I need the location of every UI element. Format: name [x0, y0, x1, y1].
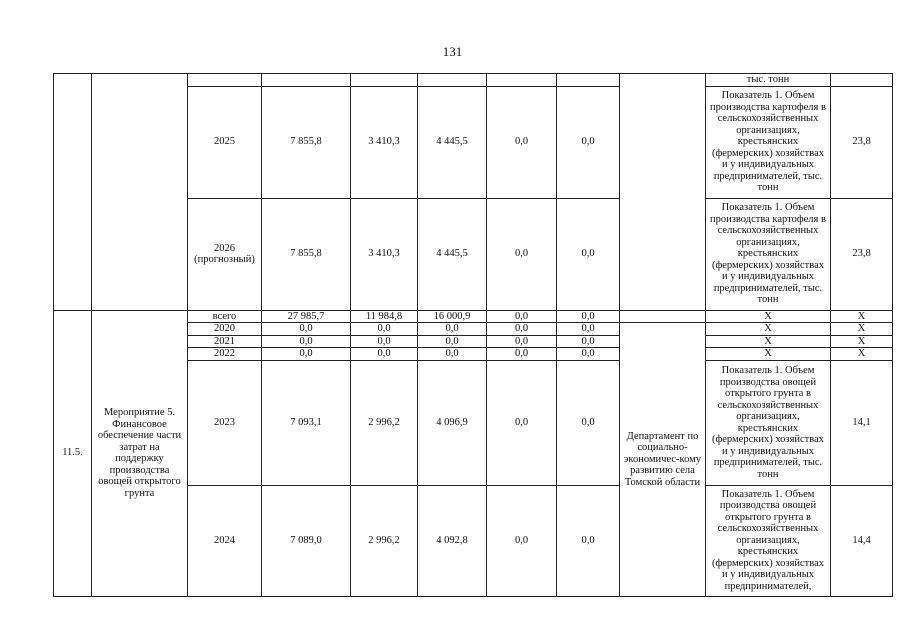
- page-number: 131: [442, 44, 463, 59]
- indicator-cell: Показатель 1. Объем производства овощей открытого грунта в сельскохозяйственных организациях, крестьянских (фермерских) хозяйствах и у индивидуальных предпринимателей, тыс. тонн: [706, 360, 831, 485]
- federal-cell: 0,0: [351, 335, 418, 348]
- executor-cell: Департамент по социально-экономичес-кому развитию села Томской области: [620, 323, 706, 597]
- local-cell: 0,0: [487, 335, 557, 348]
- regional-cell: 4 096,9: [418, 360, 487, 485]
- indicator-cell: Показатель 1. Объем производства овощей открытого грунта в сельскохозяйственных организациях, крестьянских (фермерских) хозяйствах и у индивидуальных предпринимателей,: [706, 485, 831, 596]
- local-cell: 0,0: [487, 198, 557, 310]
- total-cell: 7 855,8: [262, 198, 351, 310]
- x-mark: Х: [831, 310, 893, 323]
- value-cell: 23,8: [831, 86, 893, 198]
- x-mark: Х: [831, 323, 893, 336]
- local-cell: 0,0: [487, 323, 557, 336]
- total-cell: 7 093,1: [262, 360, 351, 485]
- table-row: [54, 310, 893, 323]
- table-row: [54, 74, 893, 87]
- x-mark: Х: [706, 310, 831, 323]
- federal-cell: 2 996,2: [351, 360, 418, 485]
- other-cell: 0,0: [557, 360, 620, 485]
- indicator-cell: тыс. тонн: [706, 74, 831, 87]
- year-cell: 2025: [188, 86, 262, 198]
- local-cell: 0,0: [487, 348, 557, 361]
- regional-cell: 0,0: [418, 348, 487, 361]
- other-cell: 0,0: [557, 86, 620, 198]
- x-mark: Х: [831, 335, 893, 348]
- activity-number: 11.5.: [54, 310, 92, 596]
- total-cell: 0,0: [262, 335, 351, 348]
- local-cell: 0,0: [487, 485, 557, 596]
- empty-number-cell: [54, 74, 92, 311]
- year-cell: всего: [188, 310, 262, 323]
- indicator-cell: Показатель 1. Объем производства картофеля в сельскохозяйственных организациях, крестьянских (фермерских) хозяйствах и у индивидуальных предпринимателей, тыс. тонн: [706, 198, 831, 310]
- regional-cell: 4 445,5: [418, 198, 487, 310]
- year-cell: 2026 (прогнозный): [188, 198, 262, 310]
- other-cell: 0,0: [557, 310, 620, 323]
- other-cell: 0,0: [557, 348, 620, 361]
- local-cell: 0,0: [487, 86, 557, 198]
- total-cell: 7 855,8: [262, 86, 351, 198]
- year-cell: 2021: [188, 335, 262, 348]
- federal-cell: 3 410,3: [351, 198, 418, 310]
- regional-cell: 0,0: [418, 335, 487, 348]
- regional-cell: 4 445,5: [418, 86, 487, 198]
- year-cell: 2022: [188, 348, 262, 361]
- local-cell: 0,0: [487, 360, 557, 485]
- regional-cell: 0,0: [418, 323, 487, 336]
- empty-name-cell: [92, 74, 188, 311]
- other-cell: 0,0: [557, 323, 620, 336]
- other-cell: 0,0: [557, 335, 620, 348]
- other-cell: 0,0: [557, 198, 620, 310]
- indicator-cell: Показатель 1. Объем производства картофеля в сельскохозяйственных организациях, крестьянских (фермерских) хозяйствах и у индивидуальных предпринимателей, тыс. тонн: [706, 86, 831, 198]
- year-cell: 2023: [188, 360, 262, 485]
- regional-cell: 4 092,8: [418, 485, 487, 596]
- x-mark: Х: [706, 348, 831, 361]
- total-cell: 27 985,7: [262, 310, 351, 323]
- financing-table: [53, 73, 893, 597]
- x-mark: Х: [706, 335, 831, 348]
- activity-name: Мероприятие 5. Финансовое обеспечение части затрат на поддержку производства овощей открытого грунта: [92, 310, 188, 596]
- total-cell: 7 089,0: [262, 485, 351, 596]
- year-cell: 2024: [188, 485, 262, 596]
- federal-cell: 0,0: [351, 323, 418, 336]
- value-cell: 14,1: [831, 360, 893, 485]
- year-cell: 2020: [188, 323, 262, 336]
- x-mark: Х: [706, 323, 831, 336]
- x-mark: Х: [831, 348, 893, 361]
- empty-executor-cell: [620, 74, 706, 311]
- local-cell: 0,0: [487, 310, 557, 323]
- federal-cell: 0,0: [351, 348, 418, 361]
- value-cell: 14,4: [831, 485, 893, 596]
- total-cell: 0,0: [262, 348, 351, 361]
- federal-cell: 2 996,2: [351, 485, 418, 596]
- value-cell: 23,8: [831, 198, 893, 310]
- federal-cell: 11 984,8: [351, 310, 418, 323]
- empty-executor-cell: [620, 310, 706, 323]
- other-cell: 0,0: [557, 485, 620, 596]
- regional-cell: 16 000,9: [418, 310, 487, 323]
- federal-cell: 3 410,3: [351, 86, 418, 198]
- total-cell: 0,0: [262, 323, 351, 336]
